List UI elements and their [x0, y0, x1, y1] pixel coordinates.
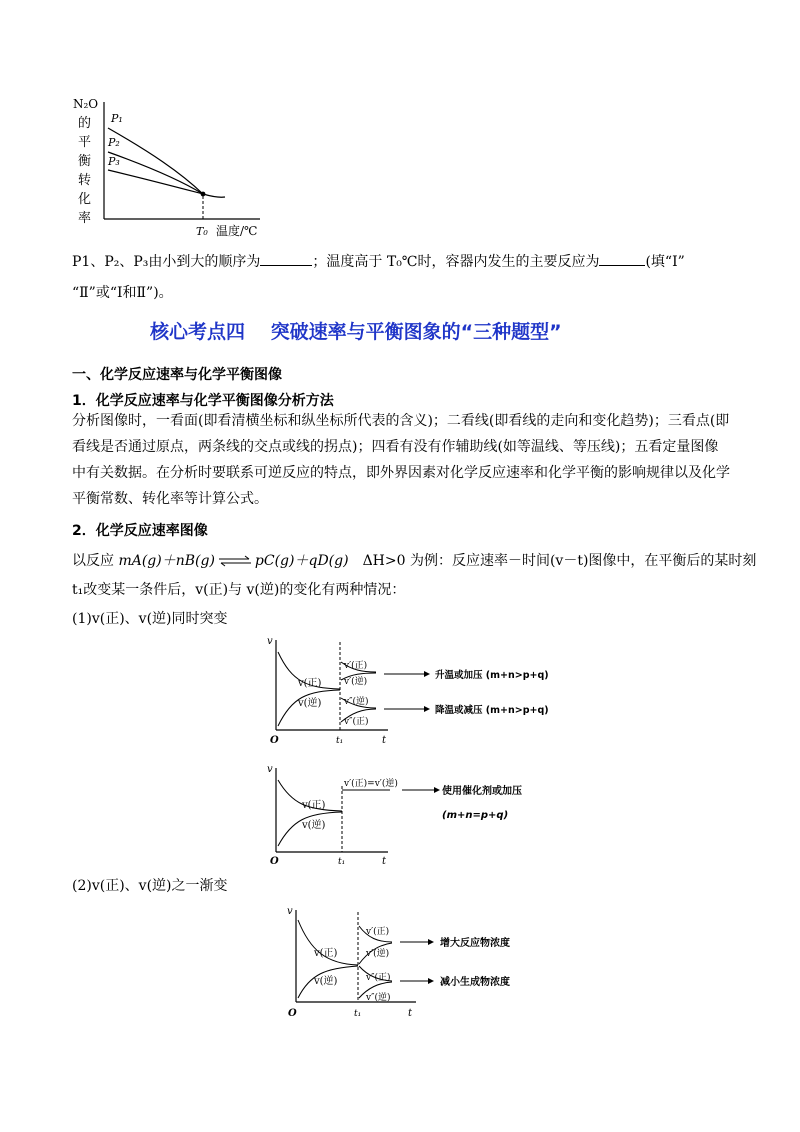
- g2-arrow-head: [434, 787, 440, 793]
- reaction-right: pC(g)＋qD(g): [254, 553, 349, 569]
- y-label-line-4: 转: [78, 173, 92, 188]
- heading-1-2: 2．化学反应速率图像: [72, 523, 208, 539]
- heading-1: 一、化学反应速率与化学平衡图像: [72, 367, 282, 383]
- curve-label-p1: P₁: [111, 112, 123, 125]
- g2-x-label: t: [382, 856, 387, 867]
- g3-note-down: 减小生成物浓度: [440, 977, 510, 988]
- y-label-line-0: N₂O: [73, 97, 99, 111]
- reaction-dh: ΔH>0 为例：反应速率－时间(v－t)图像中，在平衡后的某时刻: [362, 553, 757, 569]
- g2-t1-label: t₁: [338, 857, 346, 867]
- question-line-2: “Ⅱ”或“Ⅰ和Ⅱ”)。: [72, 285, 173, 301]
- rate-time-graph-2: [262, 760, 572, 870]
- equilibrium-arrow: [215, 554, 255, 568]
- curve-p3: [108, 170, 225, 197]
- g2-forward-label: v(正): [302, 800, 326, 811]
- g3-reverse-label: v(逆): [314, 976, 338, 987]
- g3-origin: O: [288, 1008, 297, 1019]
- conversion-temperature-graph: [70, 92, 290, 242]
- g3-x-label: t: [408, 1008, 413, 1019]
- question-part2: ；温度高于 T₀℃时，容器内发生的主要反应为: [312, 254, 600, 270]
- g2-y-label: v: [267, 764, 273, 775]
- answer-blank-2[interactable]: [599, 251, 645, 266]
- g1-origin: O: [270, 735, 279, 746]
- g3-a2-label: v′(逆): [366, 949, 390, 959]
- reaction-line-2: t₁改变某一条件后，v(正)与 v(逆)的变化有两种情况：: [72, 582, 406, 598]
- curve-p1: [108, 128, 203, 194]
- g3-y-label: v: [287, 906, 293, 917]
- answer-blank-1[interactable]: [260, 251, 312, 266]
- g1-up-arrow-head: [424, 671, 430, 677]
- g1-note-down: 降温或减压 (m+n>p+q): [435, 705, 549, 716]
- g3-forward-label: v(正): [314, 948, 338, 959]
- case1-label: (1)v(正)、v(逆)同时突变: [72, 611, 228, 627]
- g1-forward-label: v(正): [298, 678, 322, 689]
- curve-label-p3: P₃: [108, 155, 120, 168]
- g1-reverse-label: v(逆): [298, 698, 322, 709]
- g3-b2-label: v″(逆): [366, 993, 391, 1003]
- g2-origin: O: [270, 856, 279, 867]
- y-label-line-5: 化: [78, 192, 92, 207]
- y-label-line-2: 平: [78, 135, 92, 150]
- rate-time-graph-3: [282, 902, 572, 1022]
- g1-down-arrow-head: [424, 706, 430, 712]
- g1-down-forward-label: v″(正): [344, 717, 369, 727]
- g1-y-label: v: [267, 636, 273, 647]
- g3-note-up: 增大反应物浓度: [440, 938, 510, 949]
- x-axis-label: 温度/℃: [216, 224, 258, 238]
- y-label-line-1: 的: [78, 116, 92, 131]
- t0-label: T₀: [196, 225, 208, 238]
- g2-equal-label: v′(正)=v′(逆): [344, 779, 398, 789]
- section-title: 核心考点四 突破速率与平衡图象的“三种题型”: [150, 321, 562, 343]
- y-label-line-3: 衡: [78, 154, 92, 169]
- question-part1: P1、P₂、P₃由小到大的顺序为: [72, 254, 261, 270]
- curve-label-p2: P₂: [108, 136, 120, 149]
- g2-note-1: 使用催化剂或加压: [442, 786, 522, 797]
- y-label-line-6: 率: [78, 211, 92, 226]
- g1-up-forward-label: v′(正): [344, 661, 368, 671]
- reaction-left: mA(g)＋nB(g): [118, 553, 215, 569]
- g1-x-label: t: [382, 735, 387, 746]
- reaction-line-1: [72, 548, 756, 574]
- g1-down-reverse-label: v″(逆): [344, 697, 369, 707]
- analysis-paragraph: 分析图像时，一看面(即看清横坐标和纵坐标所代表的含义)；二看线(即看线的走向和变化趋势)；三看点(即看线是否通过原点，两条线的交点或线的拐点)；四看有没有作辅助线(如等温线、等压线)；五看定量图像中有关数据。在分析时要联系可逆反应的特点，即外界因素对化学反应速率和化学平衡的影响规律以及化学平衡常数、转化率等计算公式。: [72, 413, 730, 507]
- g1-t1-label: t₁: [336, 736, 344, 746]
- g3-b1-label: v″(正): [366, 973, 391, 983]
- g3-down-arrow-head: [428, 978, 434, 984]
- question-part3: (填“Ⅰ”: [645, 254, 685, 270]
- heading-1-1: 1．化学反应速率与化学平衡图像分析方法: [72, 393, 334, 409]
- g3-up-arrow-head: [428, 939, 434, 945]
- question-line-1: [72, 249, 685, 275]
- reaction-pre: 以反应: [72, 553, 119, 569]
- g3-a1-label: v′(正): [366, 927, 390, 937]
- g2-note-2: (m+n=p+q): [442, 810, 509, 821]
- g2-reverse-label: v(逆): [302, 820, 326, 831]
- rate-time-graph-1: [262, 632, 552, 752]
- case2-label: (2)v(正)、v(逆)之一渐变: [72, 878, 228, 894]
- intersection-point: [201, 192, 206, 197]
- g3-t1-label: t₁: [354, 1009, 362, 1019]
- g1-up-reverse-label: v′(逆): [344, 677, 368, 687]
- g1-note-up: 升温或加压 (m+n>p+q): [435, 670, 549, 681]
